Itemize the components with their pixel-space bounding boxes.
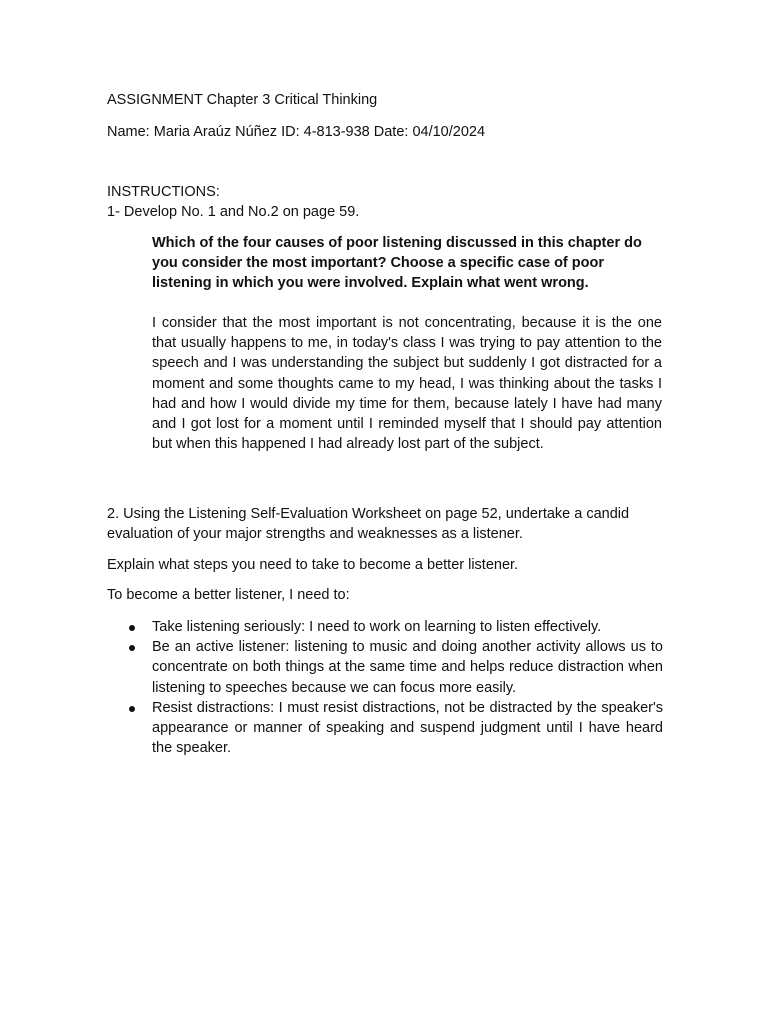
bullet-icon <box>129 706 135 712</box>
steps-list <box>107 617 663 758</box>
list-item <box>107 617 663 637</box>
question-2-prompt: 2. Using the Listening Self-Evaluation Worksheet on page 52, undertake a candid evaluation of your major strengths and weaknesses as a listener. <box>107 506 630 543</box>
question-1-answer: I consider that the most important is not concentrating, because it is the one that usually happens to me, in today's class I was trying to pay attention to the speech and I was understanding the subject but suddenly I got distracted for a moment and some thoughts came to my head, I was thinking about the tasks I had and how I would divide my time for them, because lately I have had many and I got lost for a moment until I reminded myself that I should pay attention but when this happened I had already lost part of the subject. <box>152 315 662 453</box>
bullet-icon <box>129 645 135 651</box>
bullet-icon <box>129 625 135 631</box>
list-item <box>107 698 663 759</box>
student-info-line: Name: Maria Araúz Núñez ID: 4-813-938 Date: 04/10/2024 <box>107 124 486 140</box>
question-2-intro: To become a better listener, I need to: <box>107 587 350 603</box>
instructions-heading: INSTRUCTIONS: <box>107 184 220 200</box>
list-item-text: Be an active listener: listening to music and doing another activity allows us to concentrate on both things at the same time and helps reduce distraction when listening to speeches because we can focus more easily. <box>152 639 663 696</box>
instruction-item-1: 1- Develop No. 1 and No.2 on page 59. <box>107 204 360 220</box>
question-1-prompt: Which of the four causes of poor listening discussed in this chapter do you consider the most important? Choose a specific case of poor listening in which you were involved. Explain what went wrong. <box>152 235 642 292</box>
list-item-text: Take listening seriously: I need to work on learning to listen effectively. <box>152 619 602 635</box>
assignment-title: ASSIGNMENT Chapter 3 Critical Thinking <box>107 92 378 108</box>
list-item-text: Resist distractions: I must resist distractions, not be distracted by the speaker's appearance or manner of speaking and suspend judgment until I have heard the speaker. <box>152 699 663 757</box>
question-2-explain: Explain what steps you need to take to become a better listener. <box>107 557 519 573</box>
list-item <box>107 637 663 698</box>
